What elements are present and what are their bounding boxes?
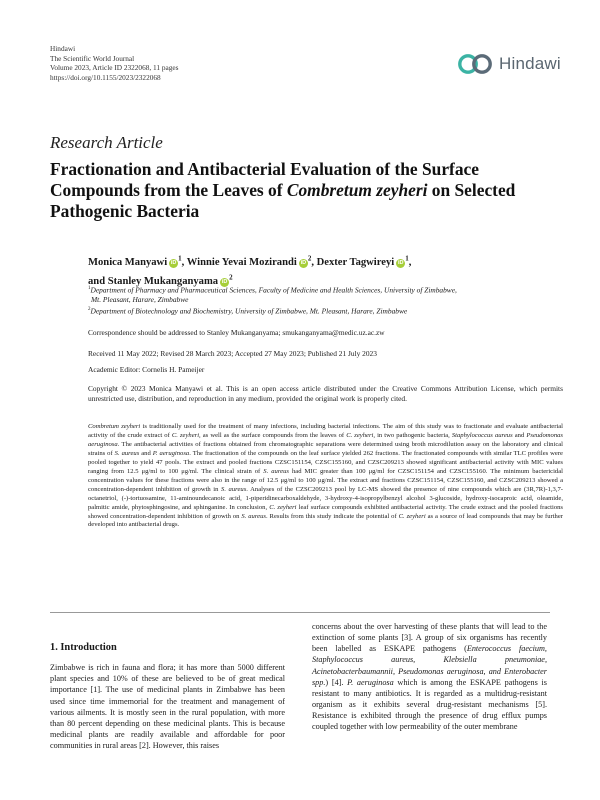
abstract-text: Pseudomonas aeruginosa: [88, 431, 563, 448]
author-affiliation-number: 1: [405, 254, 409, 262]
abstract-text: , in two pathogenic bacteria,: [373, 431, 452, 439]
hindawi-logo: [457, 52, 561, 76]
section-divider: [50, 612, 550, 613]
body-text: which is among the ESKAPE pathogens is resistant to many antibiotics. It is regarded as a multidrug-resistant organism as it exhibits several drug-resistant mechanisms [5]. Resistance is exhibited through the presence of drug efflux pumps coupled together with low permeability of the outer membrane: [312, 677, 547, 732]
abstract-text: S. aureus: [114, 449, 140, 457]
affiliation-1: $^1$Department of Pharmacy and Pharmaceutical Sciences, Faculty of Medicine and Health Sciences, University of Zimbabwe, Mt. Pleasant, Harare, Zimbabwe: [88, 285, 457, 304]
publisher-name: Hindawi: [50, 44, 76, 53]
orcid-icon[interactable]: iD: [300, 259, 307, 266]
journal-meta: [50, 44, 179, 82]
author-entry: Winnie Yevai Mozirandi $iD^2$,: [186, 254, 317, 268]
body-column-right: [312, 621, 547, 733]
title-species: Combretum zeyheri: [286, 180, 428, 200]
title-part-1: Fractionation and Antibacterial Evaluation of the Surface Compounds from the Leaves of: [50, 159, 479, 200]
body-column-left: [50, 642, 285, 751]
orcid-icon[interactable]: iD: [397, 259, 404, 266]
abstract-text: C. zeyheri: [171, 431, 200, 439]
abstract-text: and: [139, 449, 153, 457]
academic-editor: Academic Editor: Cornelis H. Pameijer: [88, 365, 205, 374]
author-name[interactable]: Winnie Yevai Mozirandi: [186, 256, 297, 268]
body-text: Enterococcus faecium, Staphylococcus aureus, Klebsiella pneumoniae, Acinetobacterbaumannii, Pseudomonas aeruginosa, and Enterobacter spp.: [312, 644, 547, 687]
orcid-icon[interactable]: iD: [170, 259, 177, 266]
author-name[interactable]: Stanley Mukanganyama: [107, 275, 219, 287]
copyright-notice: Copyright © 2023 Monica Manyawi et al. This is an open access article distributed under the Creative Commons Attribution License, which permits unrestricted use, distribution, and reproduction in any medium, provided the original work is properly cited.: [88, 384, 563, 403]
section-heading: 1. Introduction: [50, 642, 117, 653]
abstract-text: . Results from this study indicate the potential of: [265, 512, 399, 520]
author-affiliation-number: 2: [307, 254, 312, 262]
journal-name: The Scientific World Journal: [50, 53, 135, 63]
abstract-text: S. aureus: [221, 485, 247, 493]
orcid-icon[interactable]: iD: [221, 278, 228, 285]
publication-dates: Received 11 May 2022; Revised 28 March 2023; Accepted 27 May 2023; Published 21 July 2023: [88, 349, 377, 358]
abstract-text: is traditionally used for the treatment of many infections, including bacterial infections. The aim of this study was to fractionate and evaluate antibacterial activity of the crude extract of: [88, 423, 563, 439]
correspondence: Correspondence should be addressed to Stanley Mukanganyama; smukanganyama@medic.uz.ac.zw: [88, 328, 385, 337]
abstract-text: . The fractionation of the compounds on the leaf surface yielded 262 fractions. The fractionated compounds with similar TLC profiles were pooled together to yield 47 pools. The extract and pooled fractions CZSC151154, CZSC155160, and CZSC209213 showed significant antibacterial activity with MIC values ranging from 12.5 μg/ml to 100 μg/ml. The clinical strain of: [88, 449, 563, 475]
author-name[interactable]: Monica Manyawi: [88, 256, 168, 268]
abstract-text: . Analyses of the CZSC209213 pool by LC-MS showed the presence of nine compounds which are (3R,7R)-1,3,7-octanetriol, (-)-tortuosamine, 11-aminoundecanoic acid, 1-piperidinecarboxaldehyde, 3-hydroxy-4-isopropylbenzyl alcohol 3-glucoside, hydroxy-isocaproic acid, oleamide, palmitic amide, phytosphingosine, and sphinganine. In conclusion,: [88, 485, 563, 511]
abstract-text: S. aureus: [241, 512, 266, 520]
abstract-text: Combretum zeyheri: [88, 423, 141, 430]
title-part-2: on Selected Pathogenic Bacteria: [50, 180, 516, 221]
author-name[interactable]: Dexter Tagwireyi: [316, 256, 395, 268]
body-text: P. aeruginosa: [347, 677, 394, 687]
abstract-text: and: [512, 431, 527, 439]
abstract-text: C. zeyheri: [398, 512, 426, 520]
body-text: ) [4].: [325, 677, 348, 687]
author-entry: and Stanley Mukanganyama $iD^2$: [88, 273, 233, 287]
abstract-text: leaf surface compounds exhibited antibacterial activity. The crude extract and the pooled fractions showed concentration-dependent inhibition of growth on: [88, 503, 563, 520]
logo-wordmark: Hindawi: [499, 54, 561, 73]
volume-info: Volume 2023, Article ID 2322068, 11 pages: [50, 63, 179, 73]
intro-paragraph-right: [312, 621, 547, 733]
author-affiliation-number: 1: [178, 254, 182, 262]
body-text: Zimbabwe is rich in fauna and flora; it has more than 5000 different plant species and 10% of these are believed to be of great medical importance [1]. The use of medicinal plants in Zimbabwe has been used since time immemorial for the treatment and management of various ailments. It is mostly seen in the rural population, with more than 80 percent depending on these medicinal plants. This is because medicinal plants are readily available and affordable for poor communities in rural areas [2]. However, this raises: [50, 663, 285, 751]
abstract-text: S. aureus: [263, 467, 289, 475]
hindawi-rings-icon: [457, 52, 495, 76]
article-title: [50, 159, 560, 222]
abstract-text: C. zeyheri: [346, 431, 374, 439]
body-text: concerns about the over harvesting of these plants that will lead to the extinction of some plants [3]. A group of six organisms has recently been labelled as ESKAPE pathogens (: [312, 622, 547, 654]
abstract-text: P. aeruginosa: [152, 449, 190, 457]
abstract-text: Staphylococcus aureus: [451, 431, 513, 439]
abstract: [88, 423, 563, 530]
affiliation-2: $^2$Department of Biotechnology and Biochemistry, University of Zimbabwe, Mt. Pleasant, Harare, Zimbabwe: [88, 306, 408, 316]
author-entry: Dexter Tagwireyi $iD^1$,: [316, 254, 412, 268]
author-entry: Monica Manyawi $iD^1$,: [88, 254, 187, 268]
doi-link[interactable]: https://doi.org/10.1155/2023/2322068: [50, 72, 161, 82]
article-type: Research Article: [50, 133, 163, 152]
intro-paragraph-left: [50, 662, 285, 751]
abstract-text: as a source of lead compounds that may be further developed into antibacterial drugs.: [88, 512, 563, 529]
abstract-text: . The antibacterial activities of fractions obtained from chromatographic separations were determined using broth microdilution assay on the laboratory and clinical strains of: [88, 440, 563, 457]
abstract-text: C. zeyheri: [269, 503, 297, 511]
abstract-text: had MIC greater than 100 μg/ml for CZSC151154 and CZSC155160. The minimum bactericidal concentration values for these fractions were also in the range of 12.5 μg/ml to 100 μg/ml. The extract and fractions CZSC151154, CZSC155160, and CZSC209213 showed a concentration-dependent inhibition of growth in: [88, 467, 563, 493]
affiliations: [88, 284, 563, 317]
author-affiliation-number: 2: [229, 273, 233, 282]
abstract-text: , as well as the surface compounds from the leaves of: [199, 431, 347, 439]
